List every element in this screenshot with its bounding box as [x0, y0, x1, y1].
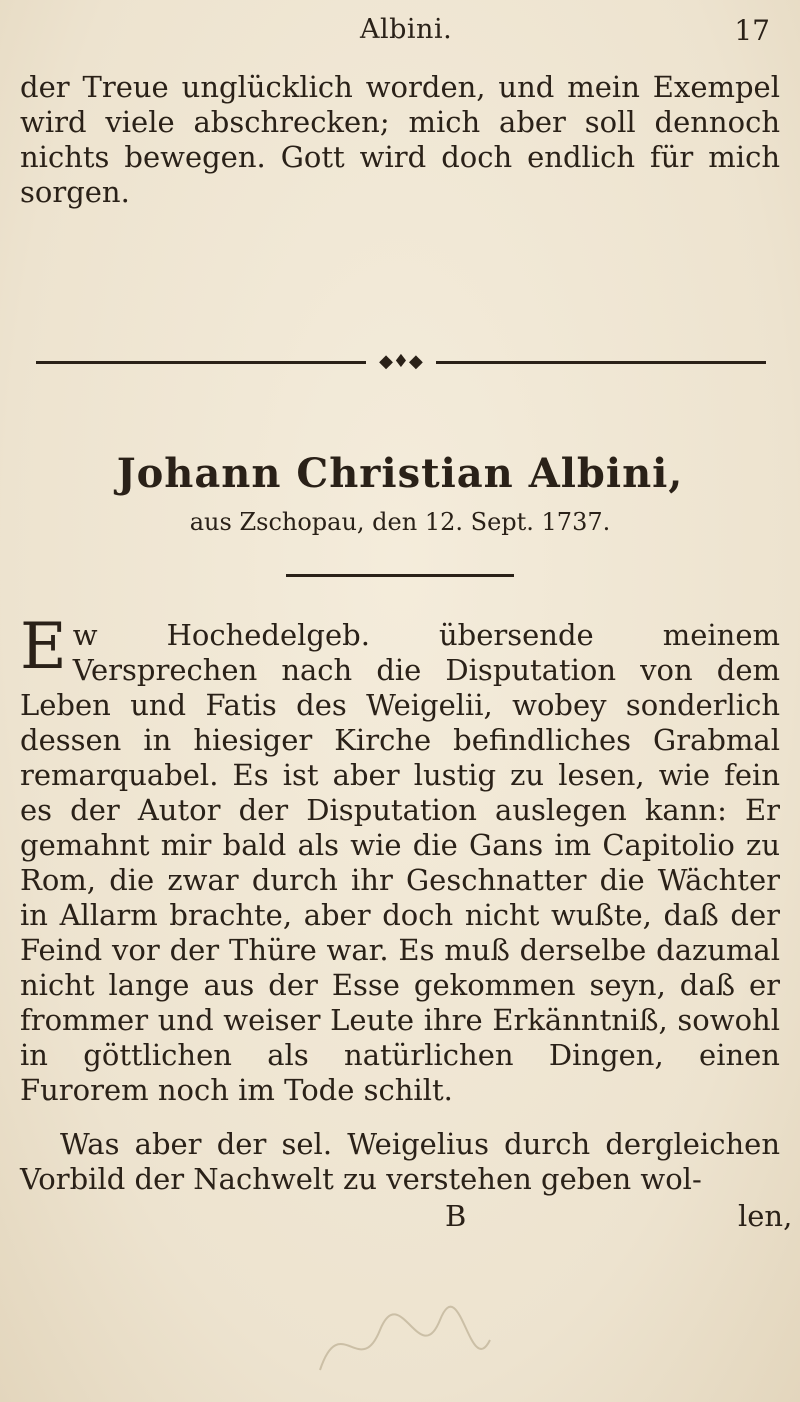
- paragraph-letter-body: [20, 610, 780, 1108]
- running-head: Albini.: [360, 14, 453, 45]
- catchword: len,: [738, 1199, 793, 1233]
- divider-ornament-icon: ◆♦◆: [379, 351, 423, 372]
- short-rule: [286, 574, 514, 577]
- paragraph-letter-ending: der Treue unglücklich worden, und mein Exempel wird viele abschrecken; mich aber soll dennoch nichts bewegen. Gott wird doch endlich für mich sorgen.: [20, 70, 780, 209]
- ornamental-divider: [36, 352, 766, 372]
- signature-mark: B: [445, 1199, 467, 1233]
- letter-author: Johann Christian Albini,: [116, 450, 684, 497]
- letter-dateline: aus Zschopau, den 12. Sept. 1737.: [189, 508, 611, 536]
- faded-ink-mark: [300, 1300, 500, 1390]
- page-header: [0, 14, 800, 54]
- paragraph-letter-body-text: w Hochedelgeb. übersende meinem Versprechen nach die Disputation von dem Leben und Fatis des Weigelii, wobey sonderlich dessen in hiesiger Kirche befindliches Grabmal remarquabel. Es ist aber lustig zu lesen, wie fein es der Autor der Disputation auslegen kann: Er gemahnt mir bald als wie die Gans im Capitolio zu Rom, die zwar durch ihr Geschnatter die Wächter in Allarm brachte, aber doch nicht wußte, daß der Feind vor der Thüre war. Es muß derselbe dazumal nicht lange aus der Esse gekommen seyn, daß er frommer und weiser Leute ihre Erkänntniß, sowohl in göttlichen als natürlichen Dingen, einen Furorem noch im Tode schilt.: [20, 618, 780, 1107]
- paragraph-continuation: Was aber der sel. Weigelius durch dergleichen Vorbild der Nachwelt zu verstehen geben wol-: [20, 1127, 780, 1196]
- drop-capital: E: [20, 610, 67, 684]
- page-footer: [0, 1199, 800, 1235]
- divider-rule-right: [436, 361, 766, 364]
- divider-rule-left: [36, 361, 366, 364]
- page-number: 17: [734, 14, 770, 47]
